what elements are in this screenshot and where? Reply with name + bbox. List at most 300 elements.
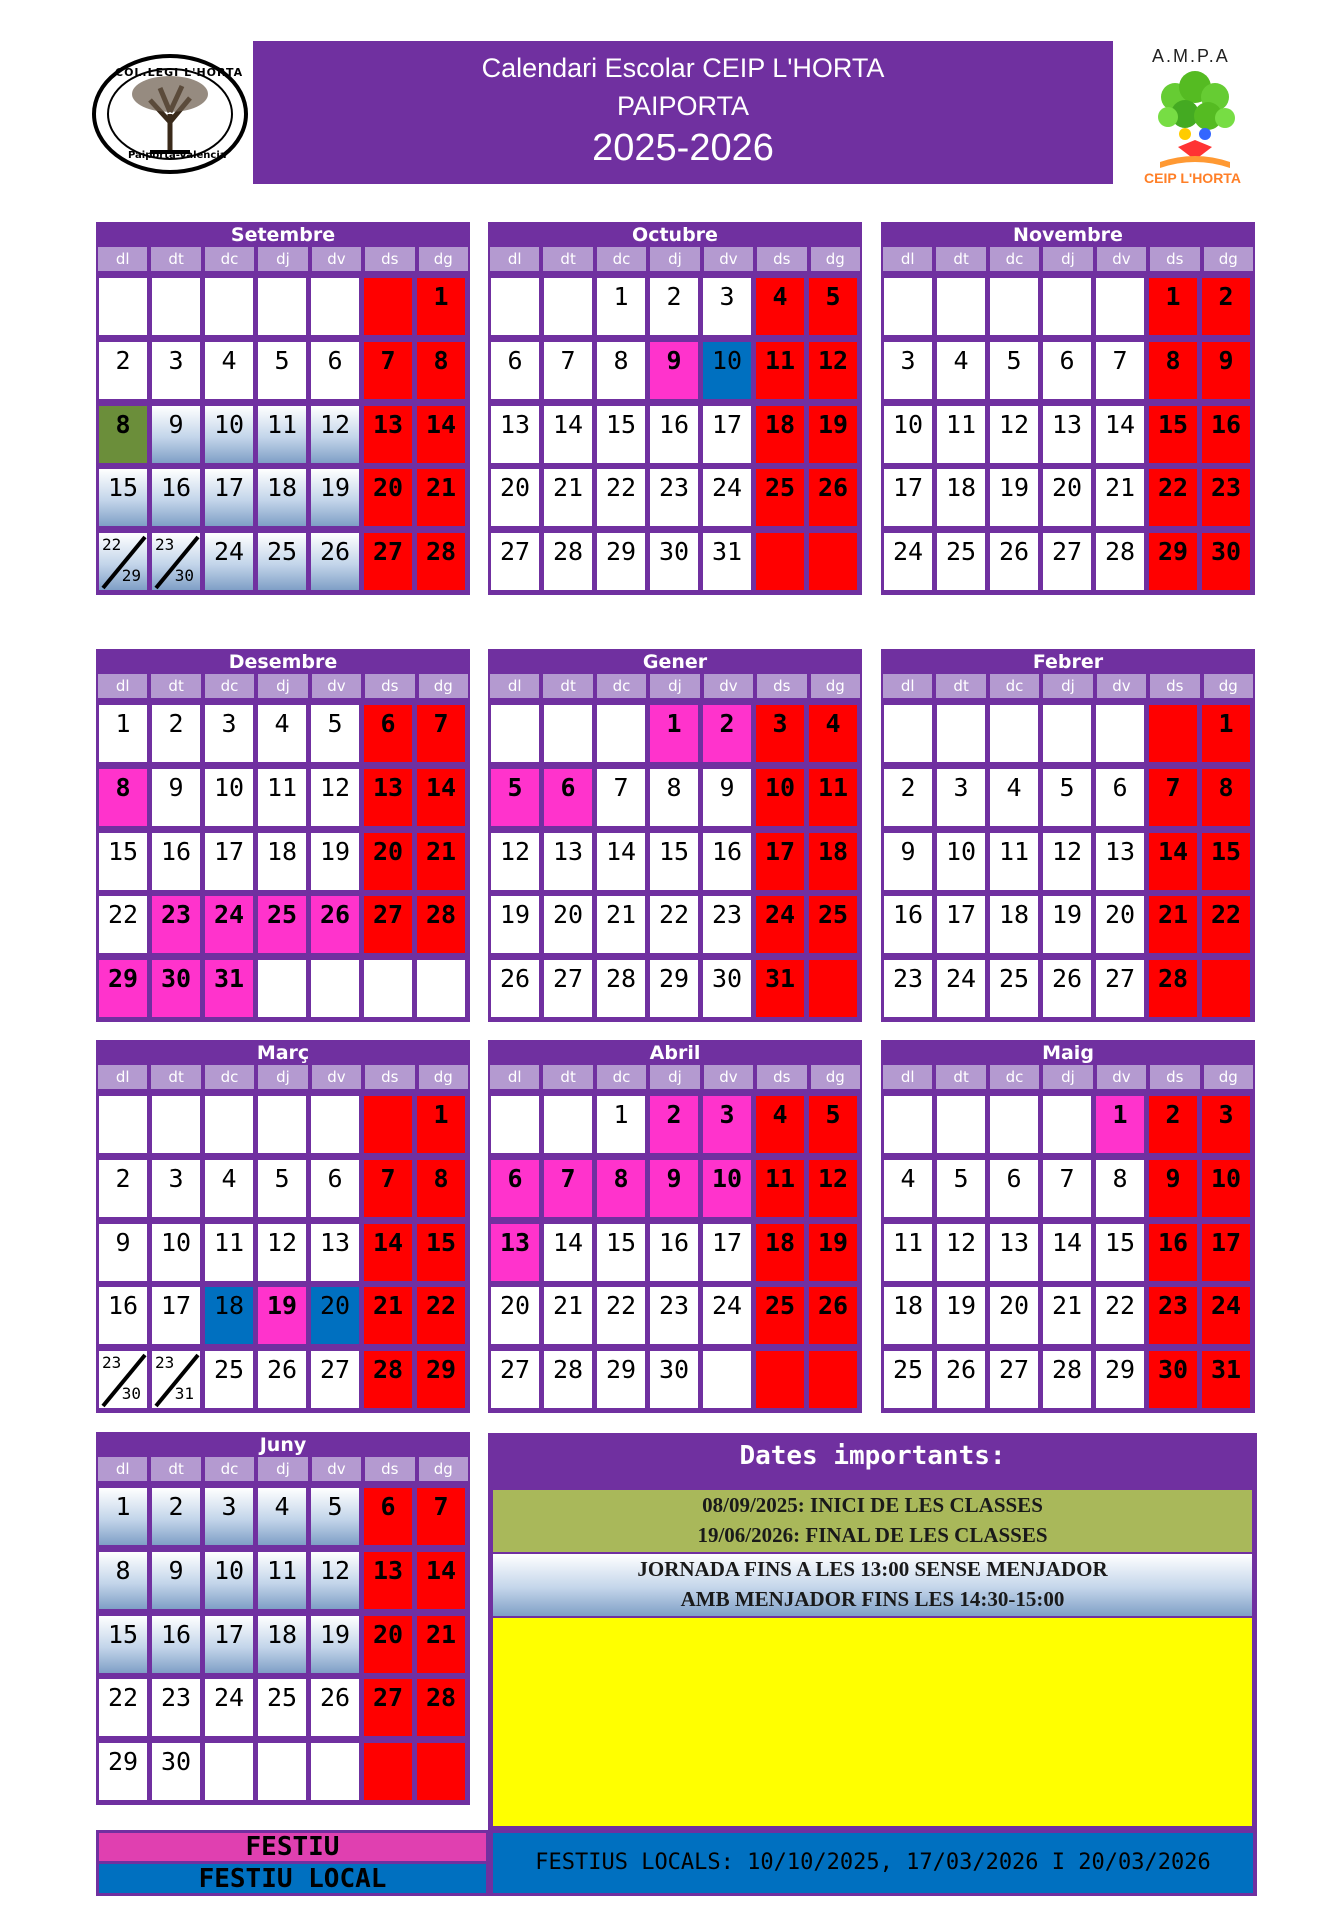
empty-cell bbox=[99, 278, 147, 335]
day-cell: 9 bbox=[884, 833, 932, 890]
day-cell: 23 bbox=[650, 1287, 698, 1344]
weekday-day-mon: dl bbox=[883, 247, 932, 271]
day-cell: 26 bbox=[809, 1287, 857, 1344]
ampa-logo-bottom-text: CEIP L'HORTA bbox=[1144, 170, 1241, 186]
weekday-day-wed: dc bbox=[205, 1457, 254, 1481]
empty-cell bbox=[364, 1743, 412, 1800]
month-title: Octubre bbox=[632, 224, 718, 246]
weekday-day-thu: dj bbox=[1043, 247, 1092, 271]
day-cell: 10 bbox=[703, 342, 751, 399]
schedule-line-1: JORNADA FINS A LES 13:00 SENSE MENJADOR bbox=[637, 1557, 1108, 1581]
weekday-header bbox=[96, 247, 470, 271]
empty-cell bbox=[311, 960, 359, 1017]
empty-cell bbox=[809, 1351, 857, 1408]
weekday-day-tue: dt bbox=[936, 674, 985, 698]
day-cell: 28 bbox=[417, 1679, 465, 1736]
day-cell: 15 bbox=[1202, 833, 1250, 890]
day-cell: 13 bbox=[1043, 406, 1091, 463]
empty-cell bbox=[311, 1743, 359, 1800]
day-cell: 16 bbox=[650, 406, 698, 463]
day-cell: 3 bbox=[756, 705, 804, 762]
day-cell: 13 bbox=[544, 833, 592, 890]
day-cell: 1 bbox=[1202, 705, 1250, 762]
day-cell: 28 bbox=[1043, 1351, 1091, 1408]
day-cell: 30 bbox=[650, 1351, 698, 1408]
day-cell: 16 bbox=[884, 896, 932, 953]
day-cell: 12 bbox=[311, 769, 359, 826]
term-dates-box bbox=[493, 1490, 1252, 1552]
day-cell: 19 bbox=[990, 469, 1038, 526]
day-cell: 9 bbox=[99, 1224, 147, 1281]
day-cell: 4 bbox=[756, 278, 804, 335]
empty-cell bbox=[258, 1096, 306, 1153]
day-cell: 25 bbox=[756, 1287, 804, 1344]
weekday-day-sat: ds bbox=[757, 1065, 806, 1089]
day-cell: 26 bbox=[809, 469, 857, 526]
empty-cell bbox=[809, 533, 857, 590]
day-cell: 4 bbox=[258, 705, 306, 762]
weekday-day-tue: dt bbox=[543, 1065, 592, 1089]
day-cell: 1 bbox=[597, 278, 645, 335]
weekday-day-thu: dj bbox=[258, 674, 307, 698]
month-maig bbox=[881, 1040, 1255, 1413]
day-cell: 3 bbox=[703, 278, 751, 335]
day-cell: 22 bbox=[650, 896, 698, 953]
day-cell: 24 bbox=[205, 896, 253, 953]
day-cell: 8 bbox=[99, 1552, 147, 1609]
day-cell: 11 bbox=[809, 769, 857, 826]
day-cell: 19 bbox=[258, 1287, 306, 1344]
weekday-header bbox=[881, 674, 1255, 698]
day-cell: 14 bbox=[364, 1224, 412, 1281]
day-cell: 21 bbox=[417, 469, 465, 526]
day-cell: 31 bbox=[205, 960, 253, 1017]
weekday-day-fri: dv bbox=[312, 674, 361, 698]
day-cell: 7 bbox=[544, 1160, 592, 1217]
day-cell: 5 bbox=[491, 769, 539, 826]
day-cell: 12 bbox=[990, 406, 1038, 463]
day-cell: 7 bbox=[417, 1488, 465, 1545]
day-cell: 13 bbox=[990, 1224, 1038, 1281]
term-end-text: 19/06/2026: FINAL DE LES CLASSES bbox=[697, 1523, 1048, 1547]
ampa-logo-top-text: A.M.P.A bbox=[1152, 46, 1230, 66]
day-cell: 17 bbox=[703, 1224, 751, 1281]
empty-cell bbox=[990, 705, 1038, 762]
day-cell: 20 bbox=[364, 833, 412, 890]
day-cell: 26 bbox=[311, 533, 359, 590]
day-cell: 23 bbox=[1202, 469, 1250, 526]
day-cell: 27 bbox=[544, 960, 592, 1017]
day-cell: 24 bbox=[205, 1679, 253, 1736]
day-cell: 21 bbox=[597, 896, 645, 953]
day-cell: 11 bbox=[990, 833, 1038, 890]
school-logo-bottom-text: Paiporta-Valencia bbox=[128, 150, 227, 161]
day-cell: 14 bbox=[544, 1224, 592, 1281]
day-cell: 16 bbox=[152, 1616, 200, 1673]
weekday-day-fri: dv bbox=[312, 1457, 361, 1481]
weekday-header bbox=[488, 1065, 862, 1089]
day-cell: 8 bbox=[597, 342, 645, 399]
day-cell: 10 bbox=[1202, 1160, 1250, 1217]
day-cell: 9 bbox=[152, 769, 200, 826]
day-cell: 30 bbox=[152, 960, 200, 1017]
day-cell: 7 bbox=[544, 342, 592, 399]
day-cell: 12 bbox=[1043, 833, 1091, 890]
day-cell: 5 bbox=[311, 705, 359, 762]
day-cell: 3 bbox=[152, 1160, 200, 1217]
weekday-day-tue: dt bbox=[151, 674, 200, 698]
day-cell: 29 bbox=[1096, 1351, 1144, 1408]
weekday-day-wed: dc bbox=[990, 674, 1039, 698]
day-cell: 11 bbox=[756, 342, 804, 399]
month-marc bbox=[96, 1040, 470, 1413]
day-cell: 2 bbox=[99, 1160, 147, 1217]
weekday-day-fri: dv bbox=[704, 247, 753, 271]
weekday-day-wed: dc bbox=[597, 674, 646, 698]
weekday-day-sat: ds bbox=[365, 674, 414, 698]
day-cell: 16 bbox=[1149, 1224, 1197, 1281]
day-cell: 30 bbox=[703, 960, 751, 1017]
day-cell: 11 bbox=[258, 406, 306, 463]
day-cell: 12 bbox=[491, 833, 539, 890]
empty-cell bbox=[1096, 705, 1144, 762]
day-cell: 29 bbox=[99, 960, 147, 1017]
day-cell: 26 bbox=[311, 1679, 359, 1736]
day-cell: 2 bbox=[703, 705, 751, 762]
empty-cell bbox=[491, 278, 539, 335]
day-cell: 11 bbox=[258, 1552, 306, 1609]
month-gener bbox=[488, 649, 862, 1022]
day-cell: 10 bbox=[152, 1224, 200, 1281]
weekday-day-sun: dg bbox=[419, 674, 468, 698]
weekday-day-fri: dv bbox=[312, 247, 361, 271]
day-cell: 7 bbox=[364, 1160, 412, 1217]
day-cell: 5 bbox=[990, 342, 1038, 399]
weekday-day-sat: ds bbox=[365, 247, 414, 271]
empty-cell bbox=[1202, 960, 1250, 1017]
weekday-day-sun: dg bbox=[1204, 1065, 1253, 1089]
day-cell: 10 bbox=[703, 1160, 751, 1217]
day-cell: 17 bbox=[703, 406, 751, 463]
day-cell: 15 bbox=[1096, 1224, 1144, 1281]
schedule-line-2: AMB MENJADOR FINS LES 14:30-15:00 bbox=[680, 1587, 1065, 1611]
day-cell: 7 bbox=[1043, 1160, 1091, 1217]
day-cell: 4 bbox=[258, 1488, 306, 1545]
weekday-header bbox=[881, 247, 1255, 271]
day-cell: 29 bbox=[417, 1351, 465, 1408]
day-cell: 19 bbox=[311, 1616, 359, 1673]
weekday-day-sat: ds bbox=[365, 1065, 414, 1089]
empty-cell bbox=[258, 1743, 306, 1800]
weekday-day-thu: dj bbox=[650, 674, 699, 698]
month-title: Desembre bbox=[228, 651, 338, 673]
day-cell: 7 bbox=[597, 769, 645, 826]
important-dates-panel bbox=[488, 1433, 1257, 1830]
weekday-day-sat: ds bbox=[1150, 247, 1199, 271]
weekday-day-mon: dl bbox=[883, 674, 932, 698]
school-logo bbox=[90, 52, 250, 177]
weekday-day-wed: dc bbox=[990, 1065, 1039, 1089]
weekday-day-thu: dj bbox=[258, 1065, 307, 1089]
day-cell: 14 bbox=[1043, 1224, 1091, 1281]
day-cell: 12 bbox=[311, 406, 359, 463]
day-cell: 24 bbox=[205, 533, 253, 590]
day-cell: 6 bbox=[544, 769, 592, 826]
weekday-day-fri: dv bbox=[704, 1065, 753, 1089]
day-cell: 14 bbox=[597, 833, 645, 890]
day-cell: 16 bbox=[99, 1287, 147, 1344]
day-cell: 2 bbox=[650, 1096, 698, 1153]
day-cell: 13 bbox=[311, 1224, 359, 1281]
weekday-day-sat: ds bbox=[1150, 1065, 1199, 1089]
empty-cell bbox=[597, 705, 645, 762]
day-cell: 8 bbox=[1096, 1160, 1144, 1217]
day-cell: 4 bbox=[809, 705, 857, 762]
day-cell: 14 bbox=[417, 1552, 465, 1609]
weekday-day-fri: dv bbox=[1097, 1065, 1146, 1089]
day-cell: 12 bbox=[809, 342, 857, 399]
day-cell: 20 bbox=[1043, 469, 1091, 526]
day-cell: 28 bbox=[417, 533, 465, 590]
day-cell: 13 bbox=[491, 406, 539, 463]
weekday-day-tue: dt bbox=[151, 1065, 200, 1089]
empty-cell bbox=[990, 1096, 1038, 1153]
day-cell: 18 bbox=[258, 833, 306, 890]
day-cell: 26 bbox=[937, 1351, 985, 1408]
day-cell: 18 bbox=[258, 469, 306, 526]
empty-cell bbox=[809, 960, 857, 1017]
day-cell: 18 bbox=[990, 896, 1038, 953]
day-cell: 27 bbox=[1043, 533, 1091, 590]
weekday-day-tue: dt bbox=[151, 247, 200, 271]
day-number-bottom: 30 bbox=[174, 566, 194, 585]
day-cell: 25 bbox=[756, 469, 804, 526]
day-cell: 15 bbox=[417, 1224, 465, 1281]
day-cell: 25 bbox=[258, 1679, 306, 1736]
day-cell: 26 bbox=[258, 1351, 306, 1408]
weekday-day-wed: dc bbox=[990, 247, 1039, 271]
day-cell: 22 bbox=[99, 1679, 147, 1736]
day-cell: 27 bbox=[364, 896, 412, 953]
empty-cell bbox=[364, 278, 412, 335]
day-cell: 20 bbox=[311, 1287, 359, 1344]
day-cell: 14 bbox=[1149, 833, 1197, 890]
day-cell: 31 bbox=[756, 960, 804, 1017]
month-title: Novembre bbox=[1013, 224, 1123, 246]
month-title: Març bbox=[256, 1042, 310, 1064]
day-cell: 17 bbox=[205, 1616, 253, 1673]
weekday-day-thu: dj bbox=[1043, 674, 1092, 698]
day-cell: 5 bbox=[1043, 769, 1091, 826]
day-cell: 2 bbox=[1149, 1096, 1197, 1153]
weekday-day-thu: dj bbox=[1043, 1065, 1092, 1089]
day-cell: 3 bbox=[205, 705, 253, 762]
month-desembre bbox=[96, 649, 470, 1022]
month-febrer bbox=[881, 649, 1255, 1022]
day-cell: 22 bbox=[1202, 896, 1250, 953]
empty-cell bbox=[417, 1743, 465, 1800]
header-town: PAIPORTA bbox=[616, 91, 750, 121]
month-abril bbox=[488, 1040, 862, 1413]
day-cell: 26 bbox=[311, 896, 359, 953]
day-cell: 23 bbox=[650, 469, 698, 526]
day-cell: 15 bbox=[99, 469, 147, 526]
weekday-day-wed: dc bbox=[597, 1065, 646, 1089]
day-cell: 20 bbox=[544, 896, 592, 953]
day-cell: 11 bbox=[937, 406, 985, 463]
day-cell: 29 bbox=[597, 1351, 645, 1408]
legend-festiu: FESTIU bbox=[99, 1833, 486, 1861]
weekday-day-tue: dt bbox=[543, 674, 592, 698]
weekday-day-fri: dv bbox=[1097, 247, 1146, 271]
day-cell: 18 bbox=[809, 833, 857, 890]
weekday-day-mon: dl bbox=[490, 1065, 539, 1089]
weekday-day-mon: dl bbox=[490, 247, 539, 271]
day-cell: 21 bbox=[417, 833, 465, 890]
day-cell: 17 bbox=[1202, 1224, 1250, 1281]
day-cell: 23 bbox=[152, 896, 200, 953]
weekday-day-sun: dg bbox=[419, 1065, 468, 1089]
day-cell-split bbox=[99, 1351, 147, 1408]
weekday-day-sun: dg bbox=[419, 1457, 468, 1481]
day-cell: 23 bbox=[1149, 1287, 1197, 1344]
day-cell: 5 bbox=[258, 1160, 306, 1217]
weekday-day-sun: dg bbox=[811, 1065, 860, 1089]
empty-cell bbox=[990, 278, 1038, 335]
day-cell: 11 bbox=[884, 1224, 932, 1281]
day-cell: 13 bbox=[364, 769, 412, 826]
weekday-header bbox=[881, 1065, 1255, 1089]
day-cell: 24 bbox=[756, 896, 804, 953]
day-cell: 21 bbox=[544, 1287, 592, 1344]
day-cell: 20 bbox=[364, 1616, 412, 1673]
day-cell: 20 bbox=[1096, 896, 1144, 953]
day-cell: 23 bbox=[703, 896, 751, 953]
day-cell: 24 bbox=[884, 533, 932, 590]
day-cell: 13 bbox=[1096, 833, 1144, 890]
day-cell: 23 bbox=[884, 960, 932, 1017]
day-cell: 26 bbox=[491, 960, 539, 1017]
important-dates-title: Dates importants: bbox=[739, 1441, 1006, 1471]
empty-cell bbox=[417, 960, 465, 1017]
day-cell: 27 bbox=[364, 533, 412, 590]
day-cell: 22 bbox=[99, 896, 147, 953]
day-cell: 14 bbox=[1096, 406, 1144, 463]
day-cell: 1 bbox=[417, 1096, 465, 1153]
day-cell: 2 bbox=[1202, 278, 1250, 335]
day-cell: 1 bbox=[1149, 278, 1197, 335]
day-cell: 24 bbox=[703, 1287, 751, 1344]
empty-cell bbox=[258, 278, 306, 335]
day-cell: 25 bbox=[884, 1351, 932, 1408]
day-cell: 3 bbox=[703, 1096, 751, 1153]
day-cell: 13 bbox=[364, 1552, 412, 1609]
day-cell: 10 bbox=[205, 769, 253, 826]
day-cell: 21 bbox=[364, 1287, 412, 1344]
weekday-header bbox=[96, 1457, 470, 1481]
day-cell: 21 bbox=[1149, 896, 1197, 953]
day-cell: 15 bbox=[650, 833, 698, 890]
day-cell: 8 bbox=[417, 1160, 465, 1217]
empty-cell bbox=[99, 1096, 147, 1153]
day-number-bottom: 30 bbox=[121, 1384, 141, 1403]
day-cell: 4 bbox=[205, 1160, 253, 1217]
weekday-day-sun: dg bbox=[811, 674, 860, 698]
weekday-day-wed: dc bbox=[597, 247, 646, 271]
day-cell: 27 bbox=[491, 533, 539, 590]
weekday-day-tue: dt bbox=[936, 247, 985, 271]
day-cell: 15 bbox=[1149, 406, 1197, 463]
day-cell: 25 bbox=[990, 960, 1038, 1017]
header-year: 2025-2026 bbox=[592, 127, 774, 169]
day-cell: 18 bbox=[258, 1616, 306, 1673]
day-cell: 5 bbox=[311, 1488, 359, 1545]
day-cell: 11 bbox=[205, 1224, 253, 1281]
day-cell: 22 bbox=[1096, 1287, 1144, 1344]
day-cell: 17 bbox=[205, 469, 253, 526]
day-cell: 6 bbox=[311, 1160, 359, 1217]
day-cell: 24 bbox=[1202, 1287, 1250, 1344]
empty-cell bbox=[205, 278, 253, 335]
day-cell: 14 bbox=[417, 769, 465, 826]
month-title: Maig bbox=[1042, 1042, 1094, 1064]
day-cell: 22 bbox=[1149, 469, 1197, 526]
schedule-box bbox=[493, 1554, 1252, 1616]
empty-cell bbox=[1149, 705, 1197, 762]
empty-cell bbox=[1043, 705, 1091, 762]
day-cell: 5 bbox=[809, 278, 857, 335]
day-cell: 20 bbox=[491, 469, 539, 526]
month-juny bbox=[96, 1432, 470, 1805]
day-cell: 21 bbox=[1043, 1287, 1091, 1344]
day-cell: 8 bbox=[597, 1160, 645, 1217]
day-number-top: 22 bbox=[102, 535, 122, 554]
weekday-day-sun: dg bbox=[1204, 674, 1253, 698]
weekday-header bbox=[96, 674, 470, 698]
day-cell: 17 bbox=[884, 469, 932, 526]
day-cell: 2 bbox=[650, 278, 698, 335]
day-cell: 12 bbox=[311, 1552, 359, 1609]
day-cell: 21 bbox=[1096, 469, 1144, 526]
day-cell: 25 bbox=[258, 896, 306, 953]
day-cell: 20 bbox=[990, 1287, 1038, 1344]
day-cell: 18 bbox=[884, 1287, 932, 1344]
empty-cell bbox=[884, 705, 932, 762]
day-cell: 24 bbox=[703, 469, 751, 526]
day-cell: 18 bbox=[205, 1287, 253, 1344]
day-cell: 8 bbox=[1149, 342, 1197, 399]
day-cell: 3 bbox=[937, 769, 985, 826]
day-cell: 14 bbox=[417, 406, 465, 463]
day-cell: 19 bbox=[1043, 896, 1091, 953]
day-cell: 4 bbox=[937, 342, 985, 399]
day-number-bottom: 31 bbox=[174, 1384, 194, 1403]
weekday-day-mon: dl bbox=[883, 1065, 932, 1089]
day-cell: 24 bbox=[937, 960, 985, 1017]
empty-cell bbox=[544, 705, 592, 762]
day-cell: 10 bbox=[937, 833, 985, 890]
legend bbox=[96, 1830, 489, 1896]
day-cell: 29 bbox=[99, 1743, 147, 1800]
day-cell: 22 bbox=[417, 1287, 465, 1344]
empty-cell bbox=[491, 1096, 539, 1153]
day-cell: 20 bbox=[491, 1287, 539, 1344]
day-cell: 27 bbox=[990, 1351, 1038, 1408]
day-number-top: 23 bbox=[155, 1353, 175, 1372]
day-cell: 3 bbox=[152, 342, 200, 399]
day-cell: 18 bbox=[937, 469, 985, 526]
day-cell: 28 bbox=[544, 533, 592, 590]
